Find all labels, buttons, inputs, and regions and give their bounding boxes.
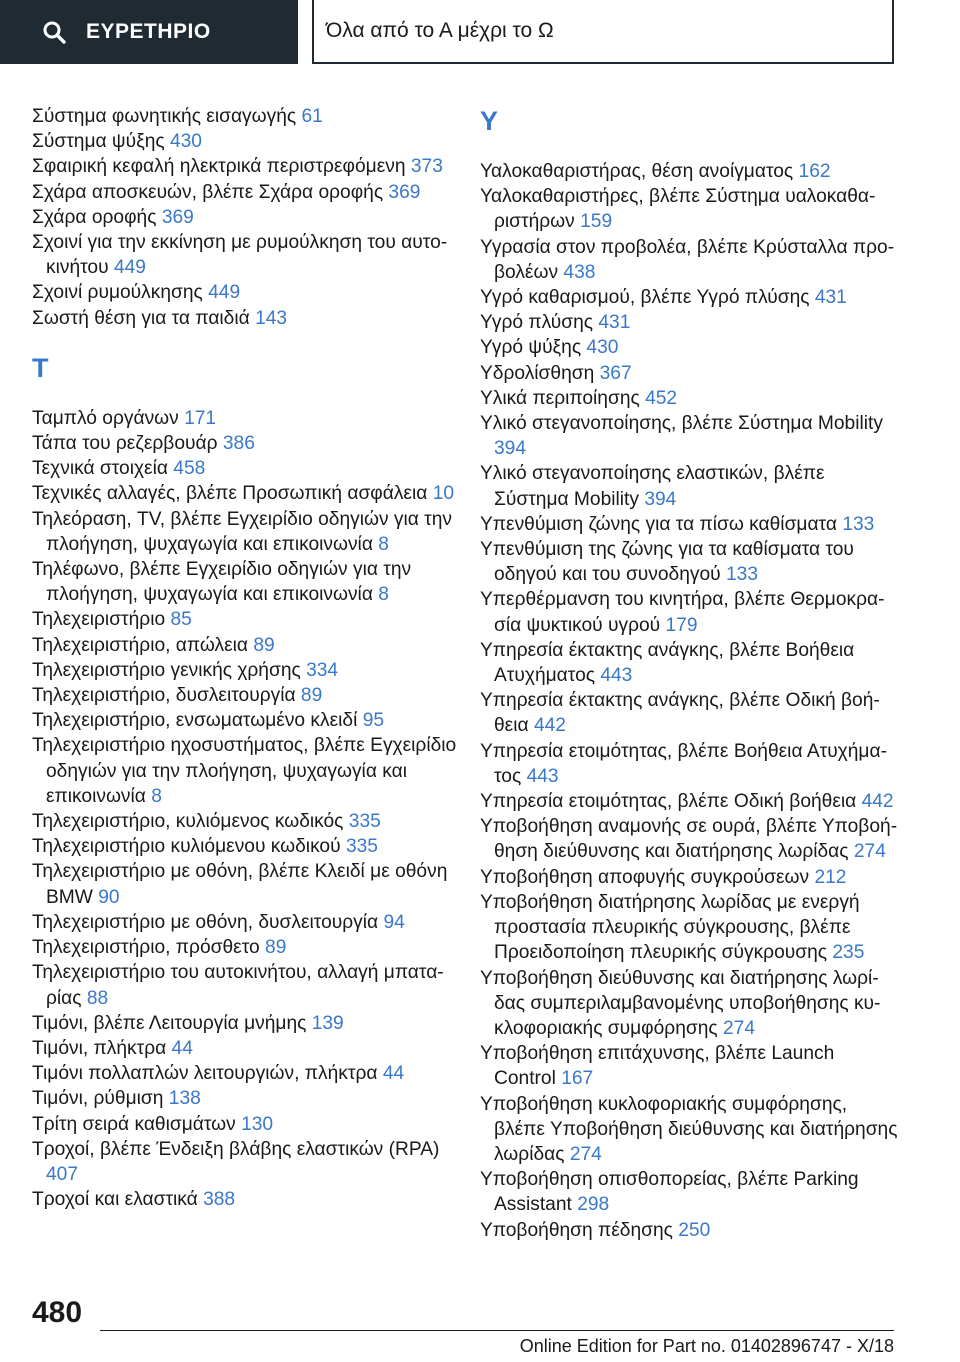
index-entry-text: Υαλοκαθαριστήρας, θέση ανοίγματος: [480, 161, 794, 182]
index-entry[interactable]: [32, 809, 472, 834]
index-entry-page-link[interactable]: 274: [853, 841, 886, 863]
index-group-sigma: [32, 104, 472, 331]
left-index-column: [32, 104, 472, 1212]
index-entry-text: Τηλεχειριστήριο ηχοσυστήματος, βλέπε Εγχειρίδιο οδηγιών για την πλοήγηση, ψυχαγωγία και επικοινωνία: [32, 735, 457, 807]
index-entry-text: Σχάρα αποσκευών, βλέπε Σχάρα οροφής: [32, 181, 384, 203]
index-entry[interactable]: [32, 960, 472, 1010]
index-entry-page-link[interactable]: 44: [171, 1037, 193, 1059]
index-entry[interactable]: [480, 285, 900, 310]
index-entry-text: Τηλεχειριστήριο κυλιόμενου κωδικού: [32, 836, 341, 858]
page-number: 480: [32, 1296, 83, 1329]
index-entry-page-link[interactable]: 335: [345, 836, 378, 858]
index-entry-page-link[interactable]: 162: [798, 161, 831, 182]
index-entry[interactable]: [32, 280, 472, 305]
index-entry[interactable]: [32, 1137, 472, 1187]
index-entry-page-link[interactable]: 449: [208, 282, 241, 304]
index-entry[interactable]: [32, 708, 472, 733]
index-entry[interactable]: [32, 733, 472, 809]
index-entry[interactable]: [32, 104, 472, 129]
index-entry-text: Τεχνικές αλλαγές, βλέπε Προσωπική ασφάλεια: [32, 483, 428, 505]
index-entry[interactable]: [480, 512, 900, 537]
index-entry[interactable]: [480, 235, 900, 285]
index-entry-page-link[interactable]: 443: [600, 665, 633, 687]
index-entry-page-link[interactable]: 88: [86, 987, 109, 1009]
index-entry-text: Τηλέφωνο, βλέπε Εγχειρίδιο οδηγιών για την πλοήγηση, ψυχαγωγία και επικοινωνία: [32, 559, 412, 606]
index-entry[interactable]: [480, 361, 900, 386]
index-entry-text: Υποβοήθηση κυκλοφοριακής συμφόρησης, βλέπε Υποβοήθηση διεύθυνσης και διατήρησης λωρίδας: [480, 1093, 898, 1165]
index-entry-text: Υδρολίσθηση: [480, 362, 595, 384]
index-entry-text: Υπηρεσία έκτακτης ανάγκης, βλέπε Οδική βοήθεια: [480, 690, 880, 737]
index-tab[interactable]: [0, 0, 298, 64]
index-entry-text: Σχοινί ρυμούλκησης: [32, 282, 203, 304]
index-entry-text: Υποβοήθηση οπισθοπορείας, βλέπε Parking Assistant: [480, 1169, 859, 1216]
index-entry-text: Υλικό στεγανοποίησης, βλέπε Σύστημα Mobility: [480, 413, 883, 435]
index-entry-page-link[interactable]: 449: [113, 257, 146, 279]
index-entry[interactable]: [480, 1041, 900, 1091]
index-entry-page-link[interactable]: 8: [378, 584, 389, 606]
index-entry-text: Τηλεχειριστήριο με οθόνη, δυσλειτουργία: [32, 911, 379, 933]
index-entry[interactable]: [32, 859, 472, 909]
index-entry[interactable]: [480, 184, 900, 234]
index-entry-text: Τηλεχειριστήριο, κυλιόμενος κωδικός: [32, 811, 344, 833]
index-entry[interactable]: [480, 1218, 900, 1243]
index-entry[interactable]: [32, 456, 472, 481]
index-entry-page-link[interactable]: 388: [203, 1189, 236, 1211]
index-entry-text: Τρίτη σειρά καθισμάτων: [32, 1113, 236, 1135]
index-entry-text: Σχοινί για την εκκίνηση με ρυμούλκηση του αυτοκινήτου: [32, 232, 448, 279]
index-entry-page-link[interactable]: 133: [842, 513, 875, 535]
index-entry[interactable]: [32, 935, 472, 960]
index-entry-page-link[interactable]: 133: [726, 564, 759, 586]
index-entry-text: Τηλεχειριστήριο, ενσωματωμένο κλειδί: [32, 710, 358, 732]
index-letter-upsilon: Y: [480, 106, 499, 136]
index-entry-page-link[interactable]: 90: [98, 886, 120, 908]
index-entry-text: Τηλεχειριστήριο του αυτοκινήτου, αλλαγή μπαταρίας: [32, 962, 444, 1009]
index-entry-page-link[interactable]: 143: [255, 307, 288, 329]
index-entry-page-link[interactable]: 335: [348, 811, 381, 833]
index-entry[interactable]: [32, 1061, 472, 1086]
index-entry[interactable]: [32, 154, 472, 179]
index-entry-text: Σχάρα οροφής: [32, 206, 157, 228]
index-entry-text: Τηλεχειριστήριο, απώλεια: [32, 634, 248, 656]
index-entry-text: Τηλεόραση, TV, βλέπε Εγχειρίδιο οδηγιών για την πλοήγηση, ψυχαγωγία και επικοινωνία: [32, 508, 453, 555]
index-entry-page-link[interactable]: 159: [580, 211, 613, 233]
index-entry-text: Τροχοί και ελαστικά: [32, 1189, 198, 1211]
index-entry[interactable]: [32, 607, 472, 632]
index-entry[interactable]: [480, 966, 900, 1042]
index-entry-text: Υποβοήθηση επιτάχυνσης, βλέπε Launch Control: [480, 1043, 835, 1090]
index-entry-text: Σύστημα ψύξης: [32, 131, 165, 153]
index-entry-text: Τιμόνι, βλέπε Λειτουργία μνήμης: [32, 1012, 307, 1034]
index-entry[interactable]: [32, 834, 472, 859]
index-entry-page-link[interactable]: 8: [151, 785, 162, 807]
index-entry-page-link[interactable]: 386: [222, 433, 255, 455]
index-entry[interactable]: [32, 431, 472, 456]
index-entry-text: Υλικό στεγανοποίησης ελαστικών, βλέπε Σύστημα Mobility: [480, 463, 825, 510]
index-entry-page-link[interactable]: 167: [561, 1068, 594, 1090]
index-entry[interactable]: [32, 1011, 472, 1036]
index-entry[interactable]: [32, 683, 472, 708]
index-entry[interactable]: [480, 814, 900, 864]
right-index-column: [480, 104, 900, 1243]
index-entry[interactable]: [480, 335, 900, 360]
index-group-upsilon: [480, 159, 900, 1243]
index-entry-text: Τηλεχειριστήριο, δυσλειτουργία: [32, 685, 296, 707]
index-entry-page-link[interactable]: 442: [533, 715, 566, 737]
index-entry[interactable]: [32, 633, 472, 658]
index-entry-page-link[interactable]: 95: [362, 710, 385, 732]
index-entry[interactable]: [32, 910, 472, 935]
index-entry-page-link[interactable]: 139: [311, 1012, 344, 1034]
index-entry-text: Υποβοήθηση αναμονής σε ουρά, βλέπε Υποβοήθηση διεύθυνσης και διατήρησης λωρίδας: [480, 816, 898, 863]
index-entry[interactable]: [480, 587, 900, 637]
index-entry-text: Υπηρεσία ετοιμότητας, βλέπε Βοήθεια Ατυχήματος: [480, 740, 887, 787]
index-entry-page-link[interactable]: 235: [832, 942, 865, 964]
index-entry-page-link[interactable]: 443: [526, 765, 559, 787]
index-entry-text: Υποβοήθηση πέδησης: [480, 1219, 673, 1241]
index-entry-page-link[interactable]: 44: [382, 1063, 405, 1085]
footer-divider: [100, 1330, 894, 1331]
index-entry-page-link[interactable]: 89: [265, 937, 287, 959]
index-entry-text: Σωστή θέση για τα παιδιά: [32, 307, 250, 329]
index-entry-page-link[interactable]: 458: [173, 458, 206, 480]
index-entry[interactable]: [32, 230, 472, 280]
index-entry[interactable]: [32, 481, 472, 506]
index-entry-text: Υποβοήθηση διεύθυνσης και διατήρησης λωρίδας συμπεριλαμβανομένης υποβοήθησης κυκλοφοριακής συμφόρησης: [480, 967, 881, 1039]
index-entry-page-link[interactable]: 431: [598, 312, 631, 334]
index-entry-text: Τηλεχειριστήριο: [32, 609, 166, 631]
index-entry[interactable]: [32, 180, 472, 205]
index-entry-text: Υπενθύμιση της ζώνης για τα καθίσματα του οδηγού και του συνοδηγού: [480, 539, 854, 586]
index-entry-page-link[interactable]: 274: [569, 1143, 602, 1165]
index-entry[interactable]: [480, 411, 900, 461]
index-entry-page-link[interactable]: 452: [645, 387, 678, 409]
index-entry-text: Τιμόνι, ρύθμιση: [32, 1088, 164, 1110]
index-entry-text: Υλικά περιποίησης: [480, 387, 640, 409]
index-entry-text: Τιμόνι πολλαπλών λειτουργιών, πλήκτρα: [32, 1063, 378, 1085]
index-entry-page-link[interactable]: 430: [169, 131, 202, 153]
index-entry-page-link[interactable]: 367: [599, 362, 632, 384]
index-entry-text: Υγρό ψύξης: [480, 337, 582, 359]
index-entry-page-link[interactable]: 394: [494, 438, 527, 460]
index-entry-page-link[interactable]: 438: [563, 261, 596, 283]
index-entry-text: Υπενθύμιση ζώνης για τα πίσω καθίσματα: [480, 513, 837, 535]
index-entry-text: Υπηρεσία ετοιμότητας, βλέπε Οδική βοήθεια: [480, 791, 857, 813]
index-entry-page-link[interactable]: 334: [306, 659, 339, 681]
index-entry-text: Τάπα του ρεζερβουάρ: [32, 433, 218, 455]
index-entry-text: Σύστημα φωνητικής εισαγωγής: [32, 106, 297, 127]
index-entry[interactable]: [480, 739, 900, 789]
index-entry-page-link[interactable]: 442: [861, 791, 894, 813]
index-entry-page-link[interactable]: 407: [46, 1163, 79, 1185]
index-entry-text: Τροχοί, βλέπε Ένδειξη βλάβης ελαστικών (RPA): [32, 1138, 440, 1160]
index-entry-page-link[interactable]: 89: [300, 685, 323, 707]
index-entry-text: Υπηρεσία έκτακτης ανάγκης, βλέπε Βοήθεια Ατυχήματος: [480, 639, 855, 687]
index-entry[interactable]: [32, 557, 472, 607]
index-entry[interactable]: [480, 890, 900, 966]
index-entry-text: Υαλοκαθαριστήρες, βλέπε Σύστημα υαλοκαθαριστήρων: [480, 186, 876, 233]
index-entry[interactable]: [32, 1086, 472, 1111]
edition-footer: Online Edition for Part no. 01402896747 - X/18: [519, 1336, 894, 1356]
index-entry-text: Υποβοήθηση αποφυγής συγκρούσεων: [480, 866, 810, 888]
index-entry-page-link[interactable]: 274: [723, 1017, 756, 1039]
index-entry-text: Ταμπλό οργάνων: [32, 407, 179, 429]
index-entry-text: Τηλεχειριστήριο γενικής χρήσης: [32, 659, 301, 681]
index-entry[interactable]: [480, 310, 900, 335]
index-entry[interactable]: [480, 638, 900, 688]
index-entry[interactable]: [32, 1187, 472, 1212]
index-entry-page-link[interactable]: 61: [301, 106, 323, 127]
index-entry-page-link[interactable]: 94: [383, 911, 405, 933]
index-entry-page-link[interactable]: 85: [170, 609, 192, 631]
index-entry[interactable]: [32, 306, 472, 331]
index-entry-text: Υγρασία στον προβολέα, βλέπε Κρύσταλλα προβολέων: [480, 236, 895, 283]
index-entry-page-link[interactable]: 430: [586, 337, 619, 359]
index-entry-page-link[interactable]: 8: [378, 533, 389, 555]
index-entry[interactable]: [480, 386, 900, 411]
index-entry-page-link[interactable]: 394: [644, 488, 677, 510]
index-entry-page-link[interactable]: 250: [678, 1219, 711, 1241]
index-entry-page-link[interactable]: 212: [814, 866, 847, 888]
index-tab-label: ΕΥΡΕΤΗΡΙΟ: [86, 20, 211, 43]
index-entry[interactable]: [32, 205, 472, 230]
index-entry-page-link[interactable]: 369: [161, 206, 194, 228]
index-entry[interactable]: [32, 1036, 472, 1061]
section-title: Όλα από το Α μέχρι το Ω: [312, 0, 894, 64]
search-icon: [42, 19, 68, 45]
index-entry[interactable]: [480, 537, 900, 587]
index-entry-page-link[interactable]: 138: [168, 1088, 201, 1110]
index-entry[interactable]: [32, 129, 472, 154]
index-entry[interactable]: [32, 406, 472, 431]
index-entry-page-link[interactable]: 171: [184, 407, 217, 429]
index-entry-text: Τηλεχειριστήριο, πρόσθετο: [32, 937, 260, 959]
index-entry-text: Σφαιρική κεφαλή ηλεκτρικά περιστρεφόμενη: [32, 156, 406, 178]
index-entry-page-link[interactable]: 10: [432, 483, 455, 505]
index-letter-tau: Τ: [32, 352, 49, 383]
index-entry-text: Υποβοήθηση διατήρησης λωρίδας με ενεργή προστασία πλευρικής σύγκρουσης, βλέπε Προειδοποίηση πλευρικής σύγκρουσης: [480, 891, 860, 964]
index-entry[interactable]: [32, 507, 472, 557]
index-entry[interactable]: [480, 159, 900, 184]
index-entry[interactable]: [480, 1167, 900, 1217]
index-entry[interactable]: [480, 461, 900, 511]
index-entry-text: Υπερθέρμανση του κινητήρα, βλέπε Θερμοκρασία ψυκτικού υγρού: [480, 589, 885, 636]
index-entry[interactable]: [480, 865, 900, 890]
index-entry[interactable]: [32, 1112, 472, 1137]
index-entry-text: Τηλεχειριστήριο με οθόνη, βλέπε Κλειδί με οθόνη BMW: [32, 861, 448, 908]
index-entry-page-link[interactable]: 373: [410, 156, 443, 178]
index-entry-page-link[interactable]: 431: [814, 287, 847, 309]
index-entry-page-link[interactable]: 130: [241, 1113, 274, 1135]
index-entry-page-link[interactable]: 179: [665, 614, 698, 636]
index-group-tau: [32, 406, 472, 1213]
index-entry-page-link[interactable]: 89: [253, 634, 275, 656]
index-entry-page-link[interactable]: 298: [577, 1194, 610, 1216]
index-entry[interactable]: [480, 688, 900, 738]
index-entry-text: Υγρό πλύσης: [480, 312, 594, 334]
index-entry[interactable]: [480, 1092, 900, 1168]
index-entry-text: Τεχνικά στοιχεία: [32, 458, 168, 480]
index-entry-text: Υγρό καθαρισμού, βλέπε Υγρό πλύσης: [480, 287, 810, 309]
index-entry-page-link[interactable]: 369: [388, 181, 421, 203]
index-entry[interactable]: [480, 789, 900, 814]
index-entry-text: Τιμόνι, πλήκτρα: [32, 1037, 167, 1059]
index-entry[interactable]: [32, 658, 472, 683]
